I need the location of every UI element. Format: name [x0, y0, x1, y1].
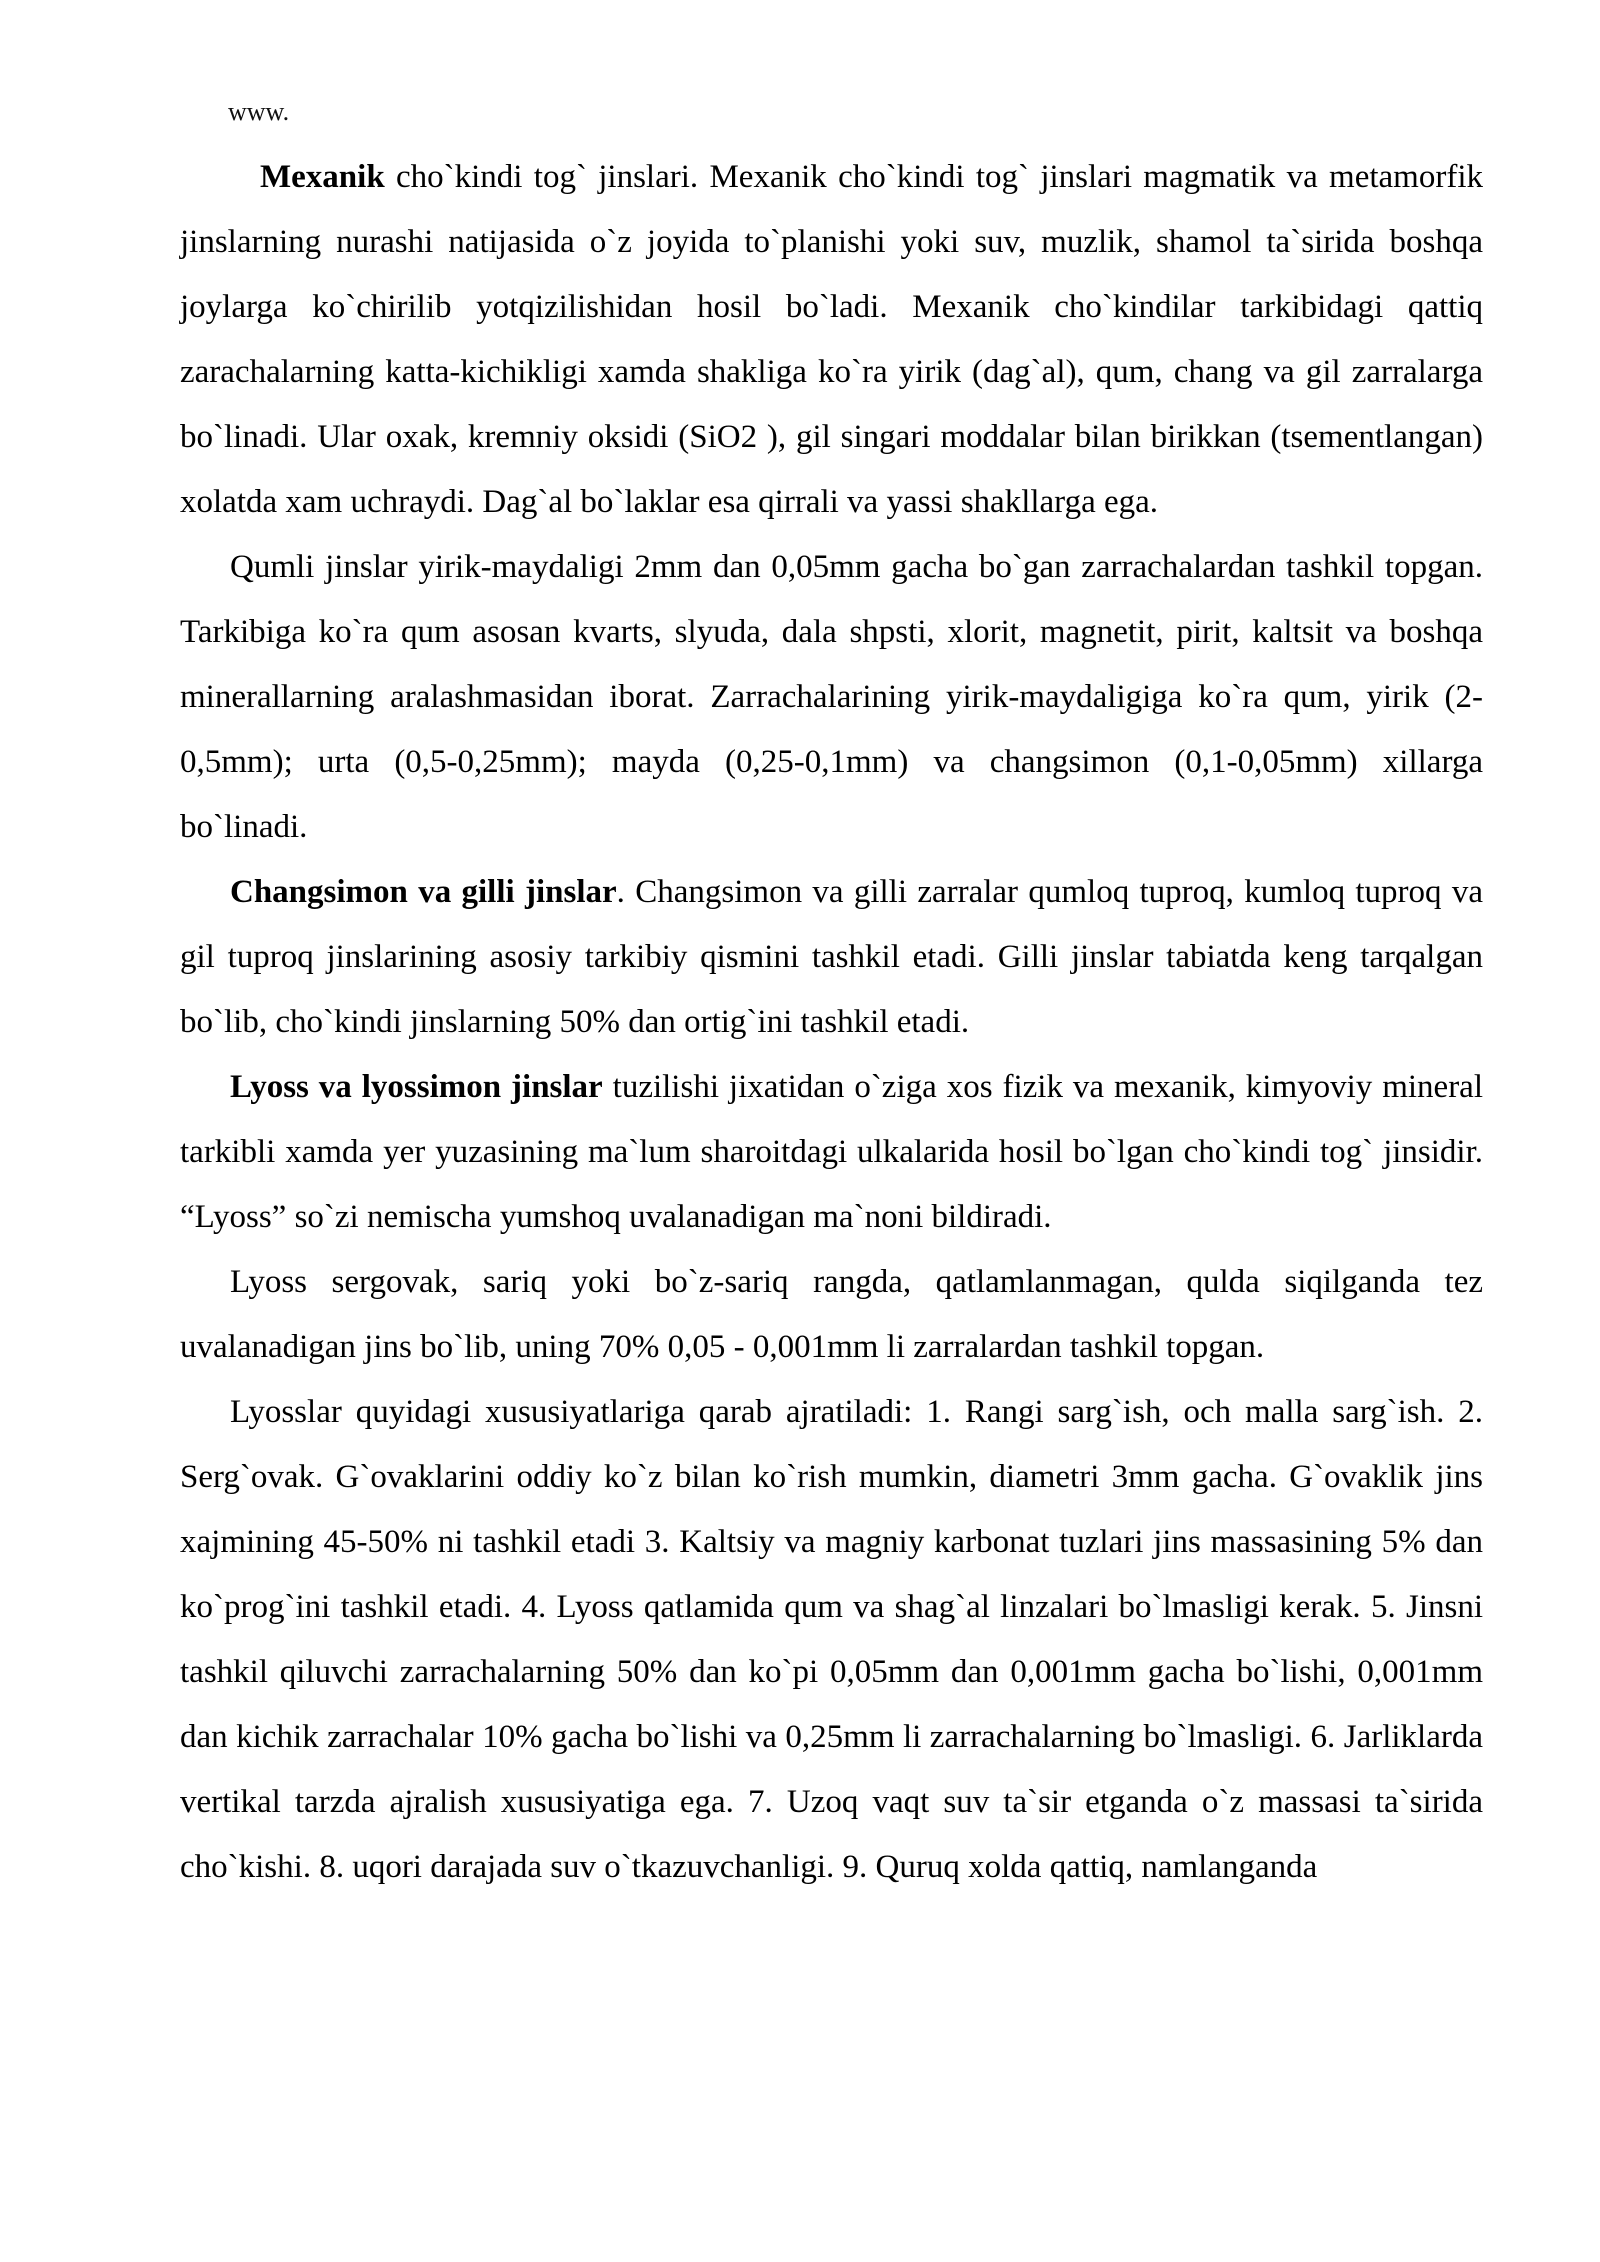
paragraph-lyoss-xususiyatlar	[180, 1380, 1483, 1900]
paragraph-mexanik	[180, 145, 1483, 535]
paragraph-text: . Changsimon va gilli zarralar qumloq tuproq, kumloq tuproq va gil tuproq jinslarining asosiy tarkibiy qismini tashkil etadi. Gilli jinslar tabiatda keng tarqalgan bo`lib, cho`kindi jinslarning 50% dan ortig`ini tashkil etadi.	[180, 874, 1483, 1040]
paragraph-text: cho`kindi tog` jinslari. Mexanik cho`kindi tog` jinslari magmatik va metamorfik jinslarning nurashi natijasida o`z joyida to`planishi yoki suv, muzlik, shamol ta`sirida boshqa joylarga ko`chirilib yotqizilishidan hosil bo`ladi. Mexanik cho`kindilar tarkibidagi qattiq zarachalarning katta-kichikligi xamda shakliga ko`ra yirik (dag`al), qum, chang va gil zarralarga bo`linadi. Ular oxak, kremniy oksidi (SiO2 ), gil singari moddalar bilan birikkan (tsementlangan) xolatda xam uchraydi. Dag`al bo`laklar esa qirrali va yassi shakllarga ega.	[180, 159, 1483, 520]
page-header: www.	[228, 97, 290, 126]
paragraph-lyoss-sergovak	[180, 1250, 1483, 1380]
paragraph-text: tuzilishi jixatidan o`ziga xos fizik va mexanik, kimyoviy mineral tarkibli xamda yer yuzasining ma`lum sharoitdagi ulkalarida hosil bo`lgan cho`kindi tog` jinsidir. “Lyoss” so`zi nemischa yumshoq uvalanadigan ma`noni bildiradi.	[180, 1069, 1483, 1235]
paragraph-text: Lyosslar quyidagi xususiyatlariga qarab ajratiladi: 1. Rangi sarg`ish, och malla sarg`ish. 2. Serg`ovak. G`ovaklarini oddiy ko`z bilan ko`rish mumkin, diametri 3mm gacha. G`ovaklik jins xajmining 45-50% ni tashkil etadi 3. Kaltsiy va magniy karbonat tuzlari jins massasining 5% dan ko`prog`ini tashkil etadi. 4. Lyoss qatlamida qum va shag`al linzalari bo`lmasligi kerak. 5. Jinsni tashkil qiluvchi zarrachalarning 50% dan ko`pi 0,05mm dan 0,001mm gacha bo`lishi, 0,001mm dan kichik zarrachalar 10% gacha bo`lishi va 0,25mm li zarrachalarning bo`lmasligi. 6. Jarliklarda vertikal tarzda ajralish xususiyatiga ega. 7. Uzoq vaqt suv ta`sir etganda o`z massasi ta`sirida cho`kishi. 8. uqori darajada suv o`tkazuvchanligi. 9. Quruq xolda qattiq, namlanganda	[180, 1394, 1483, 1885]
paragraph-heading: Mexanik	[260, 159, 385, 195]
paragraph-changsimon	[180, 860, 1483, 1055]
document-body	[180, 145, 1483, 1900]
paragraph-qumli	[180, 535, 1483, 860]
paragraph-heading: Changsimon va gilli jinslar	[230, 874, 617, 910]
paragraph-lyoss	[180, 1055, 1483, 1250]
paragraph-text: Lyoss sergovak, sariq yoki bo`z-sariq rangda, qatlamlanmagan, qulda siqilganda tez uvalanadigan jins bo`lib, uning 70% 0,05 - 0,001mm li zarralardan tashkil topgan.	[180, 1264, 1483, 1365]
paragraph-text: Qumli jinslar yirik-maydaligi 2mm dan 0,05mm gacha bo`gan zarrachalardan tashkil topgan. Tarkibiga ko`ra qum asosan kvarts, slyuda, dala shpsti, xlorit, magnetit, pirit, kaltsit va boshqa minerallarning aralashmasidan iborat. Zarrachalarining yirik-maydaligiga ko`ra qum, yirik (2-0,5mm); urta (0,5-0,25mm); mayda (0,25-0,1mm) va changsimon (0,1-0,05mm) xillarga bo`linadi.	[180, 549, 1483, 845]
paragraph-heading: Lyoss va lyossimon jinslar	[230, 1069, 603, 1105]
